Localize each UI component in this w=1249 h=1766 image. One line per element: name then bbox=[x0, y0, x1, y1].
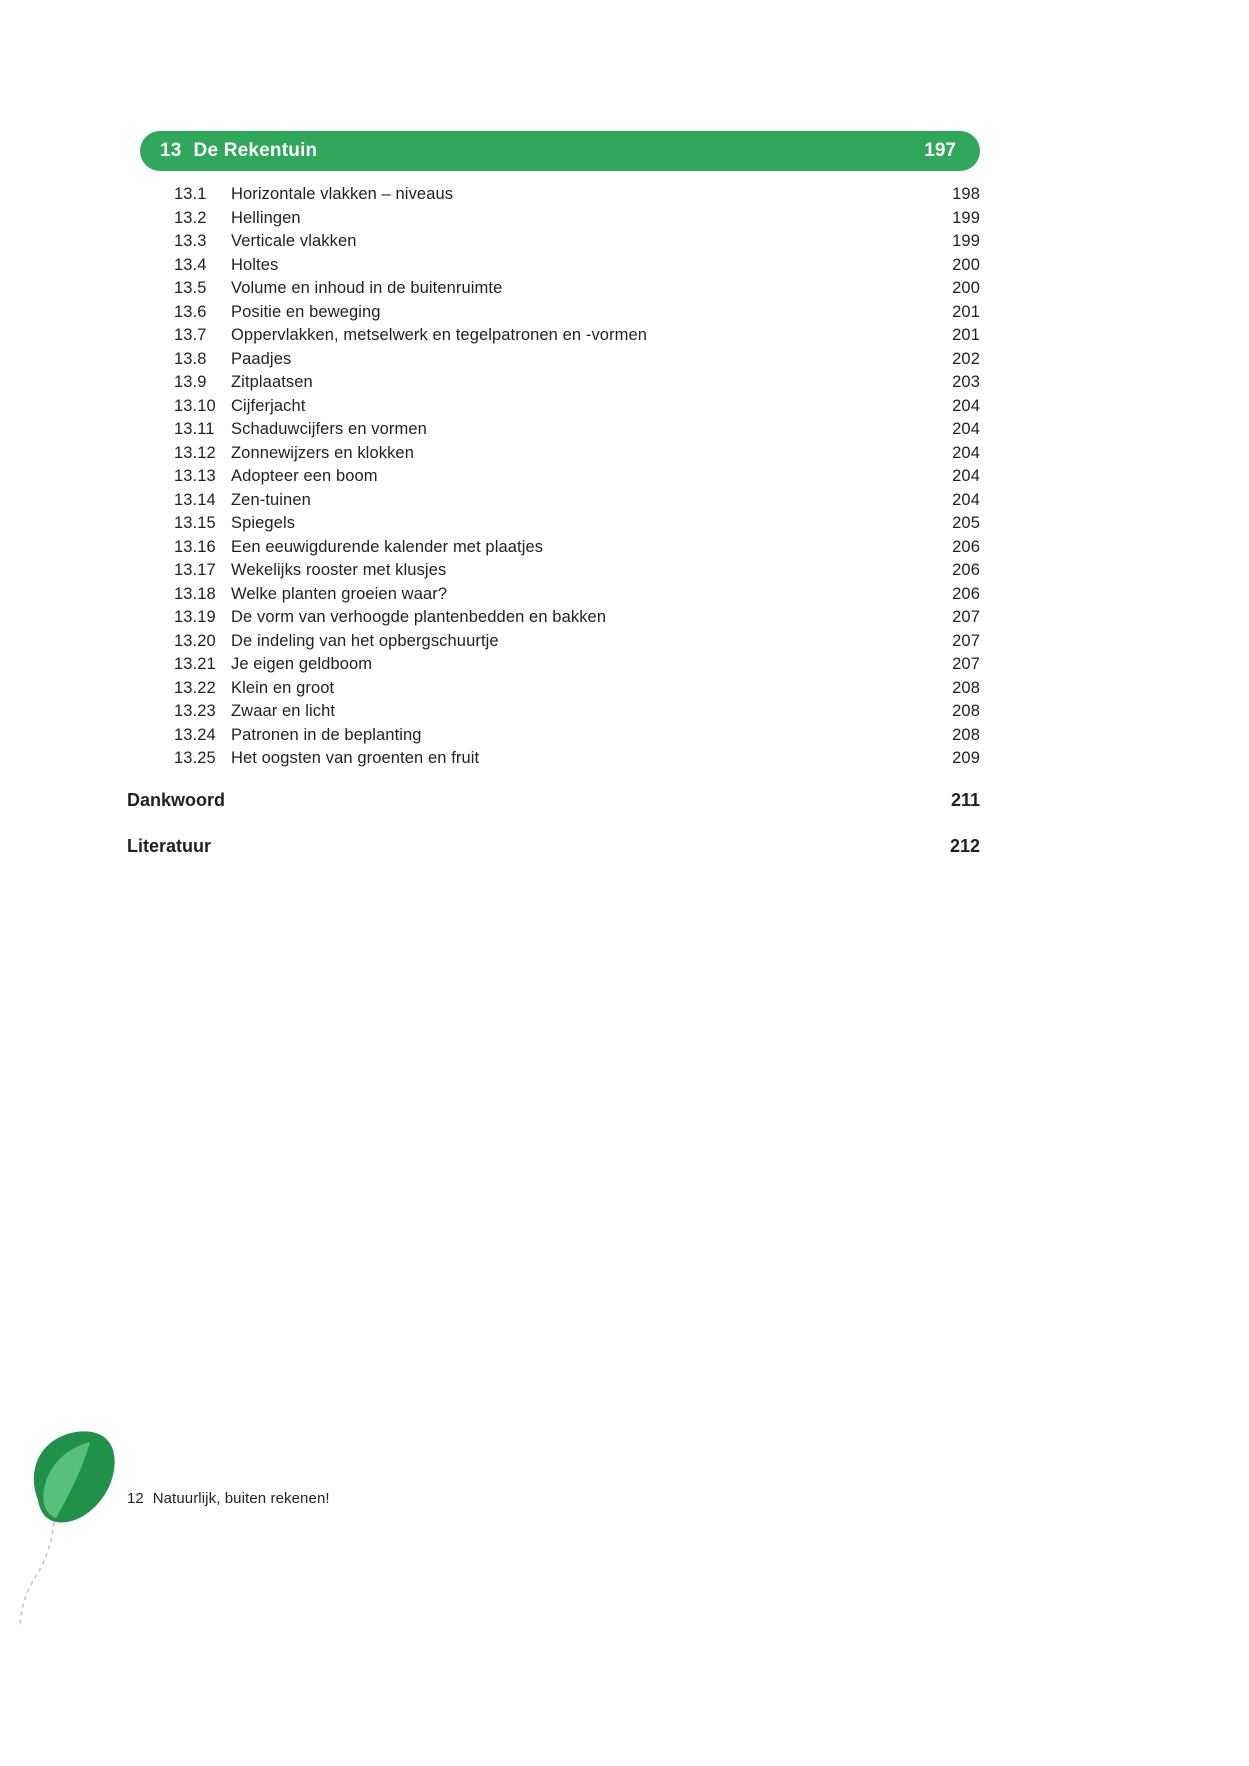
toc-page-number: 209 bbox=[952, 749, 980, 767]
toc-page-number: 206 bbox=[952, 584, 980, 603]
toc-row[interactable] bbox=[140, 326, 980, 350]
toc-section-number: 13.15 bbox=[174, 514, 216, 532]
footer-book-title: Natuurlijk, buiten rekenen! bbox=[152, 1490, 330, 1507]
chapter-header-bar bbox=[140, 131, 980, 171]
toc-row[interactable] bbox=[140, 679, 980, 703]
toc-page-number: 207 bbox=[952, 655, 980, 673]
toc-section-label: Zwaar en licht bbox=[231, 702, 336, 720]
toc-section-label: Zen-tuinen bbox=[231, 490, 311, 509]
backmatter-label: Literatuur bbox=[127, 836, 212, 856]
toc-row[interactable] bbox=[140, 561, 980, 585]
toc-row[interactable] bbox=[140, 185, 980, 209]
toc-row[interactable] bbox=[140, 209, 980, 233]
toc-page-number: 201 bbox=[952, 302, 980, 321]
toc-page-number: 208 bbox=[952, 678, 980, 697]
toc-row[interactable] bbox=[140, 303, 980, 327]
toc-page-number: 207 bbox=[952, 608, 980, 626]
toc-row[interactable] bbox=[140, 491, 980, 515]
toc-section-label: Cijferjacht bbox=[231, 396, 306, 415]
toc-row[interactable] bbox=[140, 514, 980, 538]
toc-section-number: 13.25 bbox=[174, 749, 216, 767]
toc-page-number: 206 bbox=[952, 537, 980, 556]
toc-row[interactable] bbox=[140, 702, 980, 726]
backmatter-entry-dankwoord bbox=[127, 790, 980, 811]
toc-row[interactable] bbox=[140, 279, 980, 303]
toc-section-label: Paadjes bbox=[231, 349, 292, 368]
toc-page-number: 204 bbox=[952, 467, 980, 485]
toc-page-number: 199 bbox=[952, 232, 980, 250]
toc-row[interactable] bbox=[140, 467, 980, 491]
toc-section-number: 13.20 bbox=[174, 631, 216, 650]
toc-section-number: 13.9 bbox=[174, 373, 207, 391]
toc-page-number: 205 bbox=[952, 514, 980, 532]
toc-page-number: 200 bbox=[952, 255, 980, 274]
toc-page-number: 208 bbox=[952, 702, 980, 720]
toc-page-number: 208 bbox=[952, 725, 980, 744]
backmatter-page-number: 211 bbox=[950, 790, 980, 810]
toc-section-number: 13.17 bbox=[174, 561, 216, 579]
toc-section-label: Spiegels bbox=[231, 514, 296, 532]
toc-section-label: Je eigen geldboom bbox=[231, 655, 373, 673]
toc-section-label: Zonnewijzers en klokken bbox=[231, 443, 414, 462]
toc-section-label: Klein en groot bbox=[231, 678, 335, 697]
toc-row[interactable] bbox=[140, 608, 980, 632]
toc-section-number: 13.19 bbox=[174, 608, 216, 626]
toc-section-label: Welke planten groeien waar? bbox=[231, 584, 448, 603]
chapter-number: 13 bbox=[160, 140, 182, 161]
toc-section-number: 13.7 bbox=[174, 326, 207, 344]
toc-section-label: De vorm van verhoogde plantenbedden en bakken bbox=[231, 608, 607, 626]
page-footer bbox=[127, 1490, 330, 1507]
toc-section-label: Wekelijks rooster met klusjes bbox=[231, 561, 447, 579]
toc-row[interactable] bbox=[140, 538, 980, 562]
toc-section-label: Schaduwcijfers en vormen bbox=[231, 420, 427, 438]
toc-page-number: 203 bbox=[952, 373, 980, 391]
chapter-page-number: 197 bbox=[924, 140, 956, 161]
toc-row[interactable] bbox=[140, 350, 980, 374]
toc-section-number: 13.24 bbox=[174, 725, 216, 744]
toc-row[interactable] bbox=[140, 397, 980, 421]
toc-page-number: 204 bbox=[952, 490, 980, 509]
toc-section-number: 13.21 bbox=[174, 655, 216, 673]
toc-section-number: 13.5 bbox=[174, 279, 207, 297]
toc-section-number: 13.3 bbox=[174, 232, 207, 250]
toc-section-number: 13.16 bbox=[174, 537, 216, 556]
toc-section-number: 13.22 bbox=[174, 678, 216, 697]
toc-section-number: 13.10 bbox=[174, 396, 216, 415]
toc-section-label: Patronen in de beplanting bbox=[231, 725, 422, 744]
toc-section-label: Adopteer een boom bbox=[231, 467, 378, 485]
toc-page-number: 206 bbox=[952, 561, 980, 579]
toc-section-list bbox=[140, 185, 980, 773]
toc-page-number: 198 bbox=[952, 185, 980, 203]
toc-row[interactable] bbox=[140, 632, 980, 656]
backmatter-label: Dankwoord bbox=[127, 790, 226, 810]
toc-section-label: Een eeuwigdurende kalender met plaatjes bbox=[231, 537, 544, 556]
toc-section-label: Holtes bbox=[231, 255, 279, 274]
toc-section-label: Het oogsten van groenten en fruit bbox=[231, 749, 480, 767]
toc-page-number: 201 bbox=[952, 326, 980, 344]
toc-row[interactable] bbox=[140, 444, 980, 468]
toc-row[interactable] bbox=[140, 232, 980, 256]
toc-page-number: 204 bbox=[952, 443, 980, 462]
toc-section-number: 13.14 bbox=[174, 490, 216, 509]
toc-page-number: 204 bbox=[952, 396, 980, 415]
toc-section-number: 13.4 bbox=[174, 255, 207, 274]
toc-section-number: 13.6 bbox=[174, 302, 207, 321]
toc-section-label: Horizontale vlakken – niveaus bbox=[231, 185, 454, 203]
toc-section-number: 13.12 bbox=[174, 443, 216, 462]
backmatter-page-number: 212 bbox=[949, 836, 980, 856]
toc-row[interactable] bbox=[140, 585, 980, 609]
toc-section-number: 13.11 bbox=[174, 420, 215, 438]
toc-page-number: 207 bbox=[952, 631, 980, 650]
toc-row[interactable] bbox=[140, 373, 980, 397]
toc-section-label: De indeling van het opbergschuurtje bbox=[231, 631, 499, 650]
toc-row[interactable] bbox=[140, 256, 980, 280]
toc-section-label: Oppervlakken, metselwerk en tegelpatronen en -vormen bbox=[231, 326, 648, 344]
toc-page-number: 200 bbox=[952, 279, 980, 297]
toc-section-label: Volume en inhoud in de buitenruimte bbox=[231, 279, 503, 297]
toc-row[interactable] bbox=[140, 726, 980, 750]
toc-section-number: 13.23 bbox=[174, 702, 216, 720]
toc-row[interactable] bbox=[140, 749, 980, 773]
footer-page-number: 12 bbox=[127, 1490, 144, 1507]
toc-section-label: Verticale vlakken bbox=[231, 232, 357, 250]
toc-section-label: Hellingen bbox=[231, 208, 301, 227]
leaf-icon bbox=[18, 1430, 128, 1630]
backmatter-entry-literatuur bbox=[127, 836, 980, 857]
toc-page-number: 204 bbox=[952, 420, 980, 438]
toc-section-number: 13.1 bbox=[174, 185, 207, 203]
toc-row[interactable] bbox=[140, 655, 980, 679]
toc-page-number: 202 bbox=[952, 349, 980, 368]
toc-section-number: 13.8 bbox=[174, 349, 207, 368]
toc-section-number: 13.18 bbox=[174, 584, 216, 603]
toc-page-number: 199 bbox=[952, 208, 980, 227]
toc-section-label: Positie en beweging bbox=[231, 302, 381, 321]
toc-section-number: 13.13 bbox=[174, 467, 216, 485]
toc-section-label: Zitplaatsen bbox=[231, 373, 313, 391]
toc-section-number: 13.2 bbox=[174, 208, 207, 227]
chapter-title: De Rekentuin bbox=[193, 140, 318, 161]
toc-row[interactable] bbox=[140, 420, 980, 444]
